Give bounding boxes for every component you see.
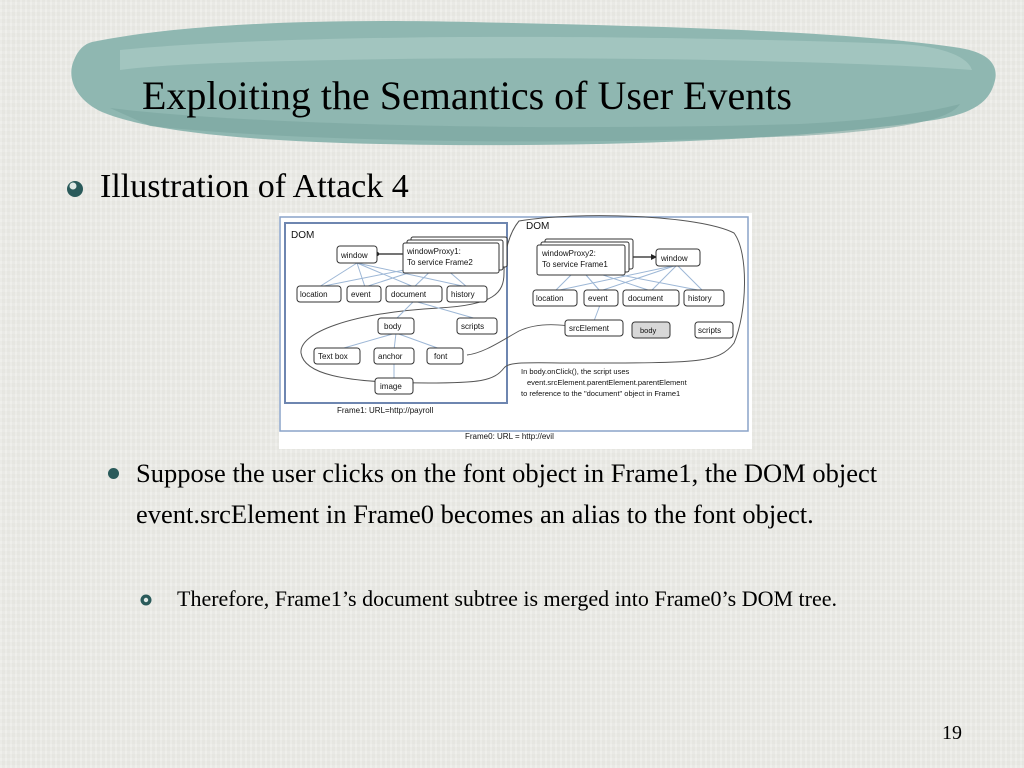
bullet-level3-text: Therefore, Frame1’s document subtree is merged into Frame0’s DOM tree. [177,586,838,611]
bullet-dot-icon [108,468,119,479]
frame0-location-node: location [536,294,564,303]
frame0-note-line2: event.srcElement.parentElement.parentElement [527,378,687,387]
frame1-body-node: body [384,322,402,331]
frame1-location-node: location [300,290,328,299]
frame1-dom-label: DOM [291,230,315,241]
frame1-proxy-line2: To service Frame2 [407,258,473,267]
frame1-image-node: image [380,382,402,391]
frame1-scripts-node: scripts [461,322,485,331]
frame0-history-node: history [688,294,712,303]
frame0-note-line1: In body.onClick(), the script uses [521,367,630,376]
frame1-textbox-node: Text box [318,352,348,361]
page-number: 19 [942,722,962,744]
bullet-level2-text: Suppose the user clicks on the font object in Frame1, the DOM object event.srcElement in Frame0 becomes an alias to the font object. [136,458,878,529]
frame1-event-node: event [351,290,371,299]
frame1-caption: Frame1: URL=http://payroll [337,406,434,415]
frame1-font-node: font [434,352,448,361]
attack-diagram [279,213,752,449]
frame0-dom-label: DOM [526,221,550,232]
bullet-level1-text: Illustration of Attack 4 [100,168,409,205]
frame0-event-node: event [588,294,608,303]
frame0-caption: Frame0: URL = http://evil [465,432,554,441]
bullet-small-sphere-icon [140,594,152,606]
frame0-proxy-line1: windowProxy2: [542,249,596,258]
frame1-anchor-node: anchor [378,352,403,361]
frame0-proxy-line2: To service Frame1 [542,260,608,269]
frame0-window-node: window [661,254,688,263]
bullet-sphere-icon [66,180,84,198]
frame1-history-node: history [451,290,475,299]
frame0-srcelement-node: srcElement [569,324,610,333]
frame1-window-node: window [341,251,368,260]
slide-title: Exploiting the Semantics of User Events [142,73,792,118]
frame0-body-node: body [640,326,657,335]
frame1-proxy-line1: windowProxy1: [407,247,461,256]
frame0-note-line3: to reference to the "document" object in Frame1 [521,389,681,398]
frame0-scripts-node: scripts [698,326,722,335]
frame0-document-node: document [628,294,664,303]
frame1-document-node: document [391,290,427,299]
